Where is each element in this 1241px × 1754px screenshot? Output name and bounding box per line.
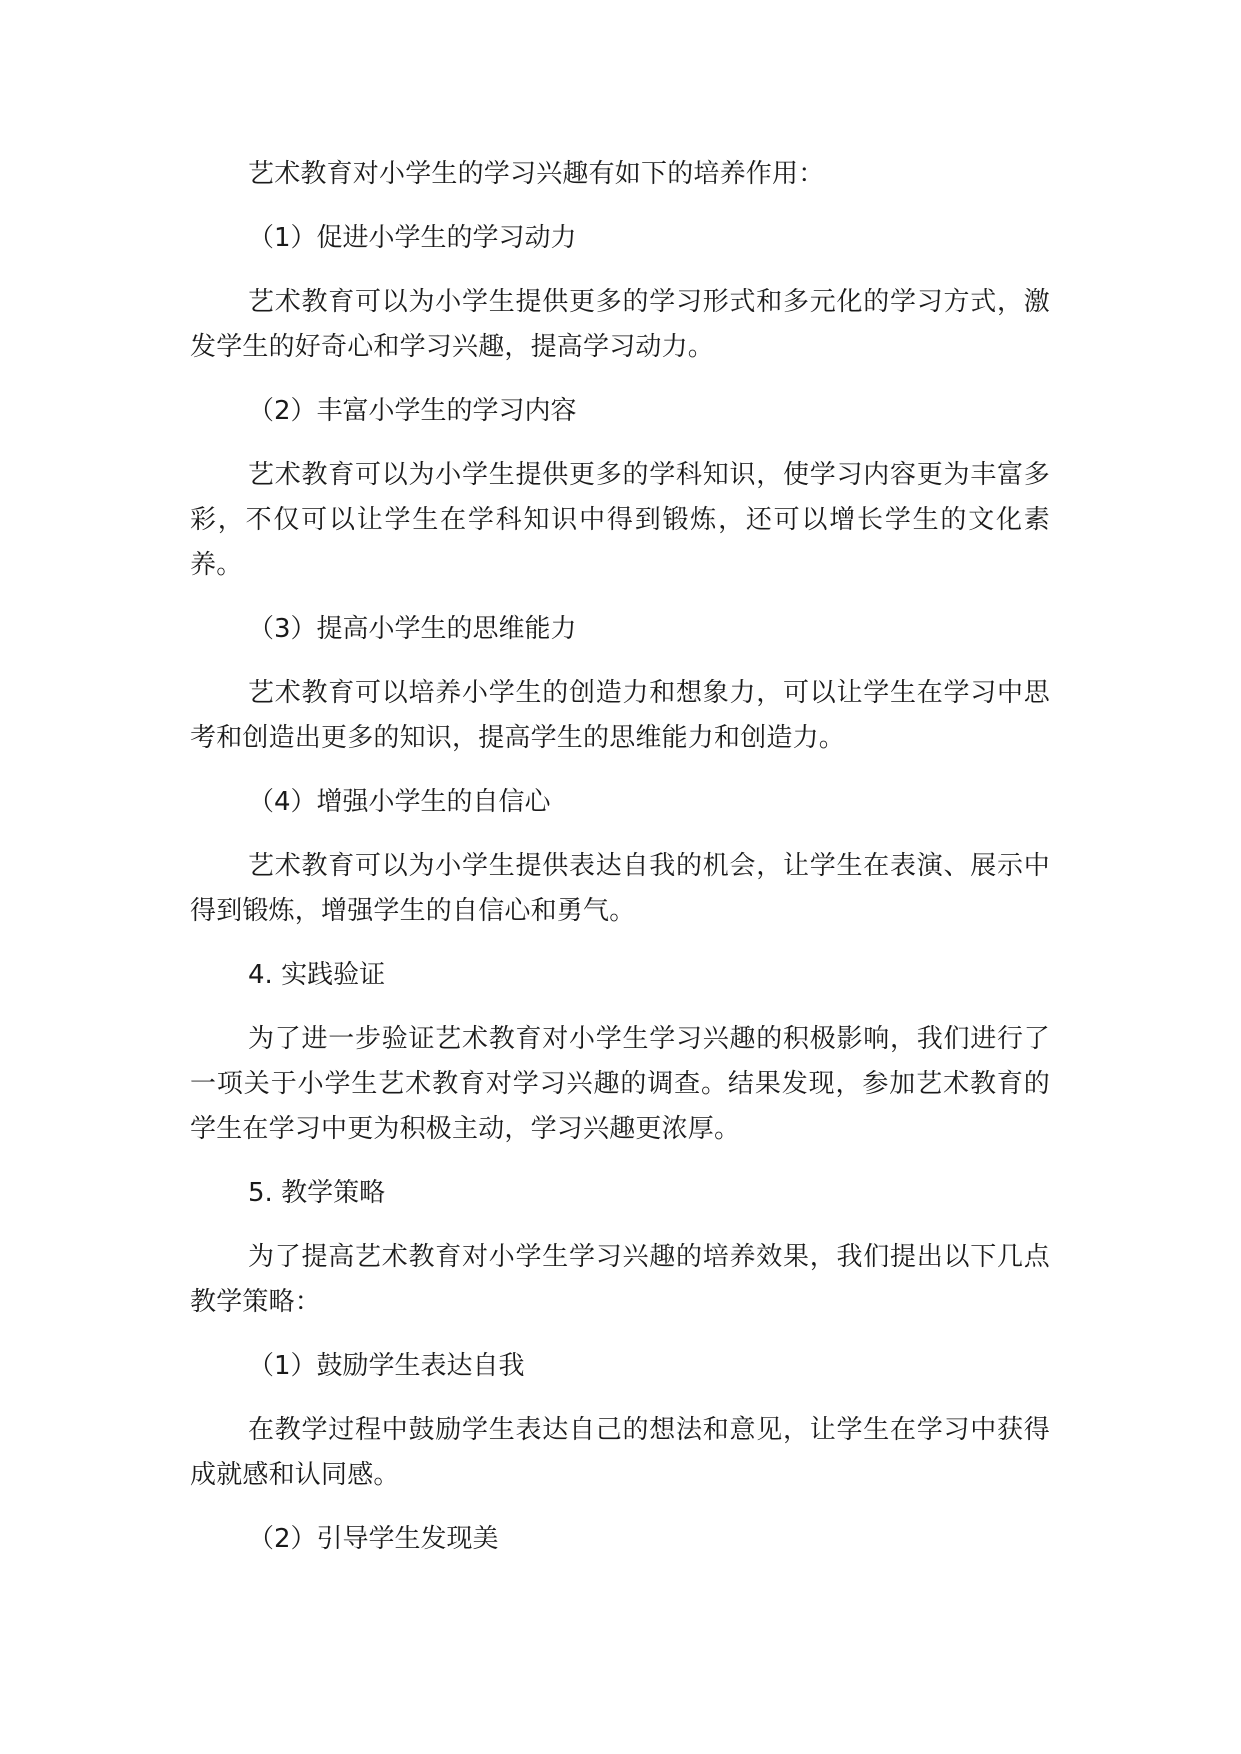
body-paragraph: 在教学过程中鼓励学生表达自己的想法和意见，让学生在学习中获得成就感和认同感。 <box>190 1415 1050 1490</box>
section-heading-practice: 4. 实践验证 <box>248 960 386 990</box>
subheading-strategy-2: （2）引导学生发现美 <box>248 1524 499 1554</box>
intro-paragraph: 艺术教育对小学生的学习兴趣有如下的培养作用： <box>248 159 825 189</box>
subheading-3: （3）提高小学生的思维能力 <box>248 614 577 644</box>
body-paragraph: 艺术教育可以为小学生提供更多的学科知识，使学习内容更为丰富多彩，不仅可以让学生在学科知识中得到锻炼，还可以增长学生的文化素养。 <box>190 460 1050 580</box>
body-paragraph: 艺术教育可以为小学生提供表达自我的机会，让学生在表演、展示中得到锻炼，增强学生的自信心和勇气。 <box>190 851 1050 926</box>
subheading-1: （1）促进小学生的学习动力 <box>248 223 577 253</box>
body-paragraph: 艺术教育可以培养小学生的创造力和想象力，可以让学生在学习中思考和创造出更多的知识，提高学生的思维能力和创造力。 <box>190 678 1050 753</box>
body-paragraph: 艺术教育可以为小学生提供更多的学习形式和多元化的学习方式，激发学生的好奇心和学习兴趣，提高学习动力。 <box>190 287 1050 362</box>
subheading-strategy-1: （1）鼓励学生表达自我 <box>248 1351 525 1381</box>
subheading-2: （2）丰富小学生的学习内容 <box>248 396 577 426</box>
body-paragraph: 为了提高艺术教育对小学生学习兴趣的培养效果，我们提出以下几点教学策略： <box>190 1242 1050 1317</box>
document-body <box>190 152 1050 1581</box>
subheading-4: （4）增强小学生的自信心 <box>248 787 551 817</box>
body-paragraph: 为了进一步验证艺术教育对小学生学习兴趣的积极影响，我们进行了一项关于小学生艺术教育对学习兴趣的调查。结果发现，参加艺术教育的学生在学习中更为积极主动，学习兴趣更浓厚。 <box>190 1024 1050 1144</box>
section-heading-strategy: 5. 教学策略 <box>248 1178 386 1208</box>
